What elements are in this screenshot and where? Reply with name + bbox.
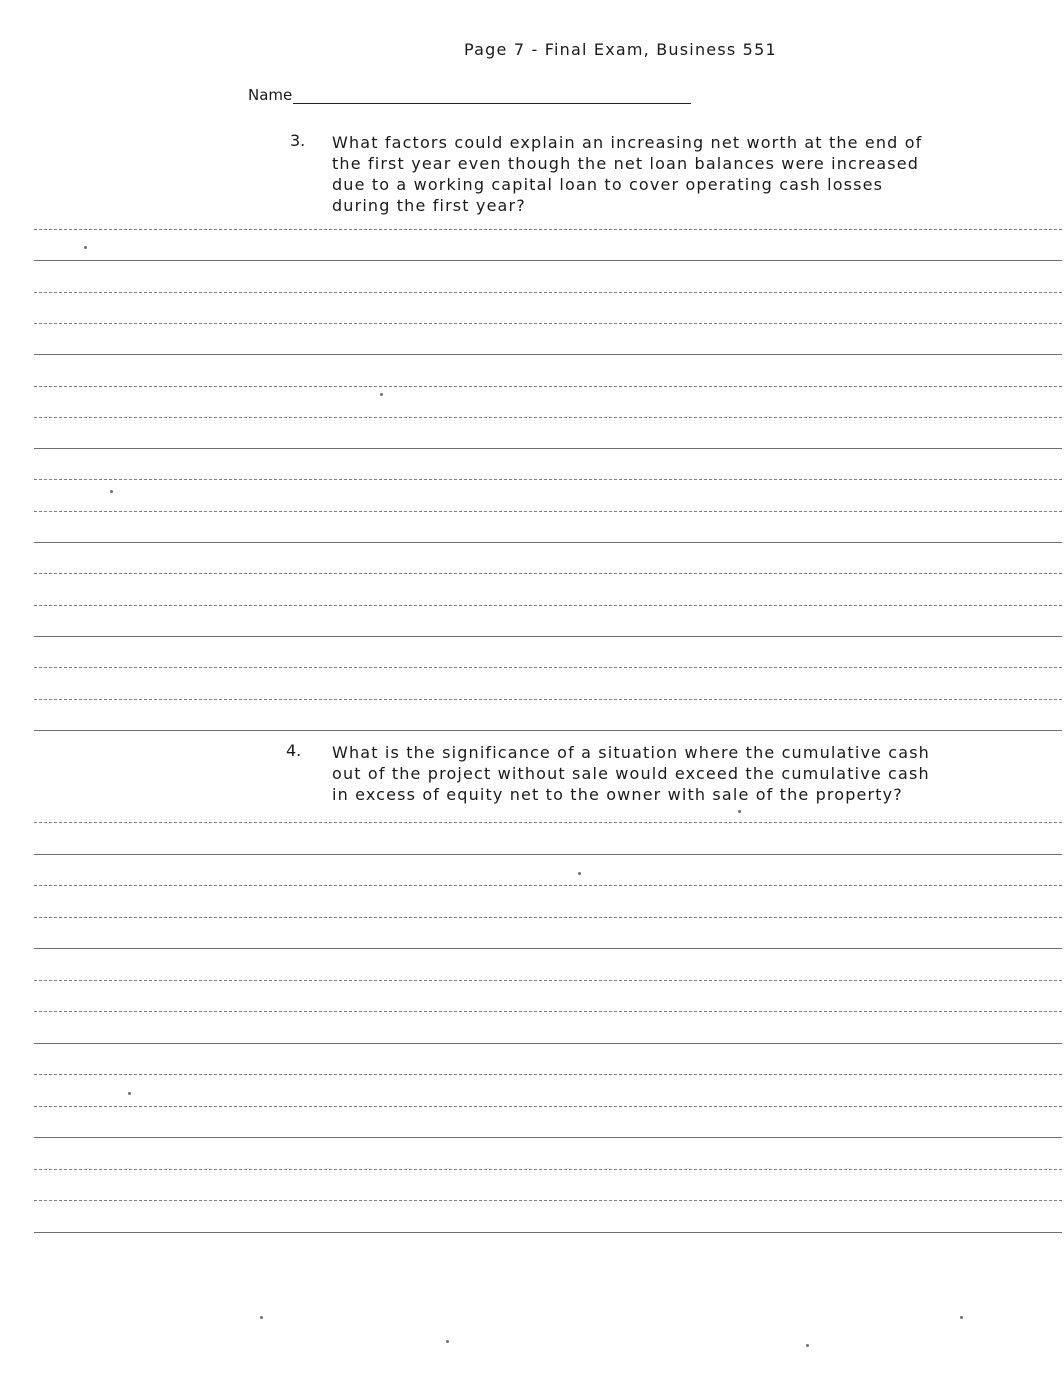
answer-line[interactable] — [34, 605, 1062, 606]
name-input-line[interactable] — [293, 103, 691, 104]
answer-line[interactable] — [34, 417, 1062, 418]
scan-speck — [260, 1316, 263, 1319]
scan-speck — [738, 810, 741, 813]
page-header: Page 7 - Final Exam, Business 551 — [464, 40, 777, 59]
answer-line[interactable] — [34, 354, 1062, 355]
scan-speck — [128, 1092, 131, 1095]
answer-line[interactable] — [34, 822, 1062, 823]
scan-speck — [380, 393, 383, 396]
answer-line[interactable] — [34, 292, 1062, 293]
answer-line[interactable] — [34, 1169, 1062, 1170]
question-4-line: in excess of equity net to the owner with sale of the property? — [332, 785, 903, 804]
answer-line[interactable] — [34, 948, 1062, 949]
answer-line[interactable] — [34, 885, 1062, 886]
question-4-line: What is the significance of a situation where the cumulative cash — [332, 743, 930, 762]
scan-speck — [806, 1344, 809, 1347]
answer-line[interactable] — [34, 448, 1062, 449]
answer-line[interactable] — [34, 260, 1062, 261]
question-4-number: 4. — [286, 741, 302, 760]
answer-line[interactable] — [34, 854, 1062, 855]
scan-speck — [578, 872, 581, 875]
answer-line[interactable] — [34, 699, 1062, 700]
question-4-line: out of the project without sale would exceed the cumulative cash — [332, 764, 930, 783]
answer-line[interactable] — [34, 1043, 1062, 1044]
question-3-line: during the first year? — [332, 196, 526, 215]
answer-line[interactable] — [34, 1011, 1062, 1012]
question-3-text — [332, 132, 922, 216]
answer-line[interactable] — [34, 636, 1062, 637]
answer-line[interactable] — [34, 386, 1062, 387]
name-label: Name — [248, 86, 293, 104]
answer-line[interactable] — [34, 542, 1062, 543]
answer-line[interactable] — [34, 1074, 1062, 1075]
question-3-line: the first year even though the net loan balances were increased — [332, 154, 920, 173]
answer-line[interactable] — [34, 667, 1062, 668]
answer-line[interactable] — [34, 511, 1062, 512]
answer-line[interactable] — [34, 573, 1062, 574]
scan-speck — [446, 1340, 449, 1343]
answer-line[interactable] — [34, 730, 1062, 731]
answer-line[interactable] — [34, 917, 1062, 918]
question-3-number: 3. — [290, 131, 306, 150]
scan-speck — [84, 246, 87, 249]
question-3-line: What factors could explain an increasing net worth at the end of — [332, 133, 923, 152]
answer-line[interactable] — [34, 479, 1062, 480]
answer-line[interactable] — [34, 229, 1062, 230]
question-4-text — [332, 742, 930, 805]
answer-line[interactable] — [34, 1106, 1062, 1107]
scan-speck — [110, 490, 113, 493]
scan-speck — [960, 1316, 963, 1319]
answer-line[interactable] — [34, 980, 1062, 981]
answer-line[interactable] — [34, 1137, 1062, 1138]
question-3-line: due to a working capital loan to cover operating cash losses — [332, 175, 884, 194]
answer-line[interactable] — [34, 1232, 1062, 1233]
answer-line[interactable] — [34, 323, 1062, 324]
answer-line[interactable] — [34, 1200, 1062, 1201]
